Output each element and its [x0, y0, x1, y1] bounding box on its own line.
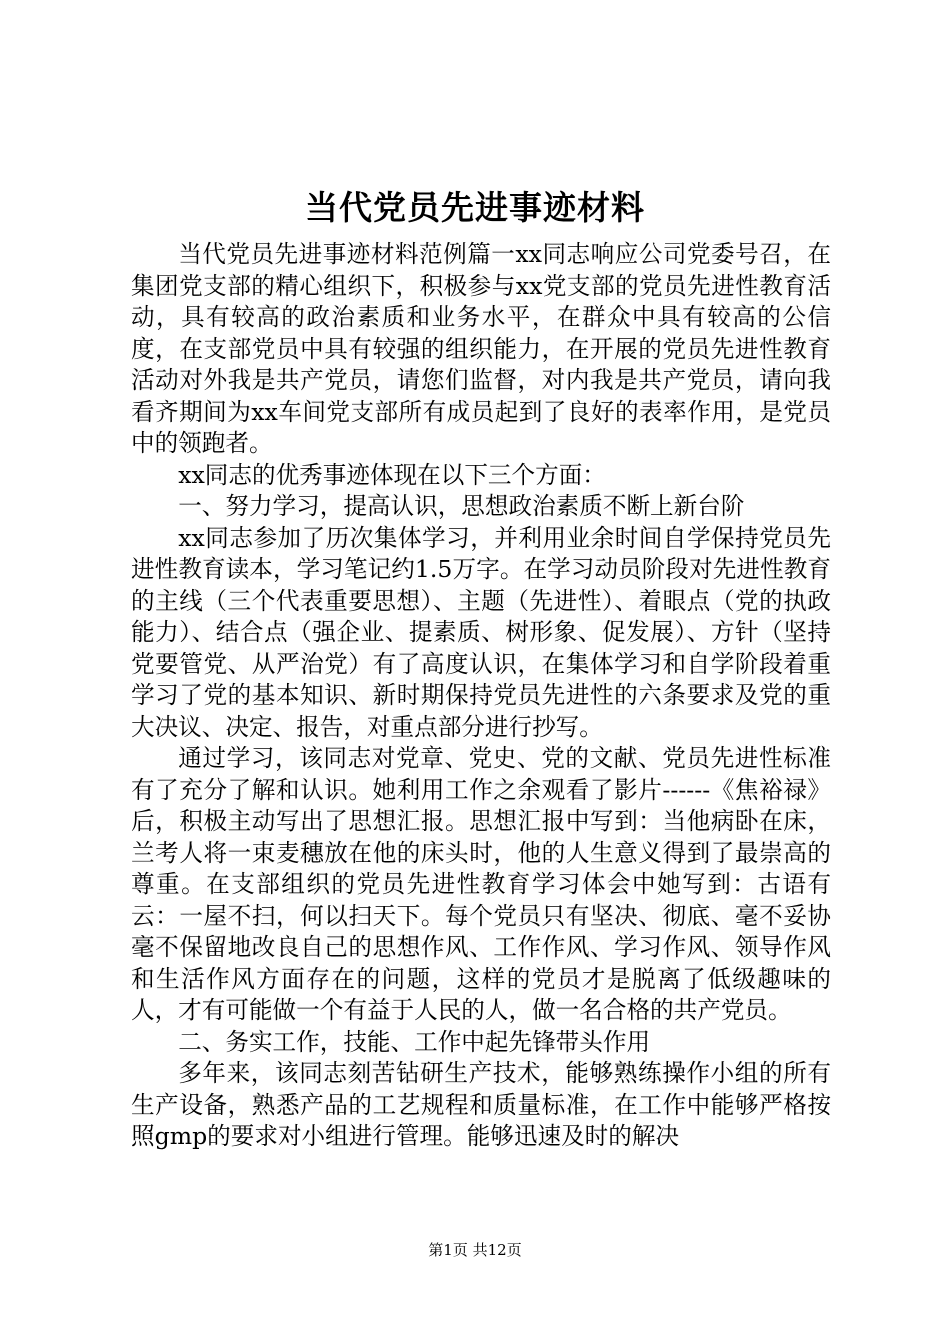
section-heading-2: 二、务实工作，技能、工作中起先锋带头作用: [178, 1027, 651, 1056]
section-heading-1: 一、努力学习，提高认识，思想政治素质不断上新台阶: [178, 492, 745, 520]
page-footer: 第1页 共12页: [428, 1241, 522, 1259]
document-title: 当代党员先进事迹材料: [305, 188, 645, 227]
paragraph-learning-result: 通过学习，该同志对党章、党史、党的文献、党员先进性标准有了充分了解和认识。她利用工作之余观看了影片------《焦裕禄》后，积极主动写出了思想汇报。思想汇报中写到：当他病卧在床，兰考人将一束麦穗放在他的床头时，他的人生意义得到了最崇高的尊重。在支部组织的党员先进性教育学习体会中她写到：古语有云：一屋不扫，何以扫天下。每个党员只有坚决、彻底、毫不妥协毫不保留地改良自己的思想作风、工作作风、学习作风、领导作风和生活作风方面存在的问题，这样的党员才是脱离了低级趣味的人，才有可能做一个有益于人民的人，做一名合格的共产党员。: [131, 744, 831, 1024]
paragraph-work: 多年来，该同志刻苦钻研生产技术，能够熟练操作小组的所有生产设备，熟悉产品的工艺规程和质量标准，在工作中能够严格按照gmp的要求对小组进行管理。能够迅速及时的解决: [131, 1059, 831, 1150]
document-body: [131, 239, 831, 1153]
paragraph-summary: xx同志的优秀事迹体现在以下三个方面：: [178, 460, 606, 489]
paragraph-study: xx同志参加了历次集体学习，并利用业余时间自学保持党员先进性教育读本，学习笔记约1.5万字。在学习动员阶段对先进性教育的主线（三个代表重要思想）、主题（先进性）、着眼点（党的执政能力）、结合点（强企业、提素质、树形象、促发展）、方针（坚持党要管党、从严治党）有了高度认识，在集体学习和自学阶段着重学习了党的基本知识、新时期保持党员先进性的六条要求及党的重大决议、决定、报告，对重点部分进行抄写。: [131, 523, 831, 741]
paragraph-intro: 当代党员先进事迹材料范例篇一xx同志响应公司党委号召，在集团党支部的精心组织下，积极参与xx党支部的党员先进性教育活动，具有较高的政治素质和业务水平，在群众中具有较高的公信度，在支部党员中具有较强的组织能力，在开展的党员先进性教育活动对外我是共产党员，请您们监督，对内我是共产党员，请向我看齐期间为xx车间党支部所有成员起到了良好的表率作用，是党员中的领跑者。: [131, 240, 831, 457]
